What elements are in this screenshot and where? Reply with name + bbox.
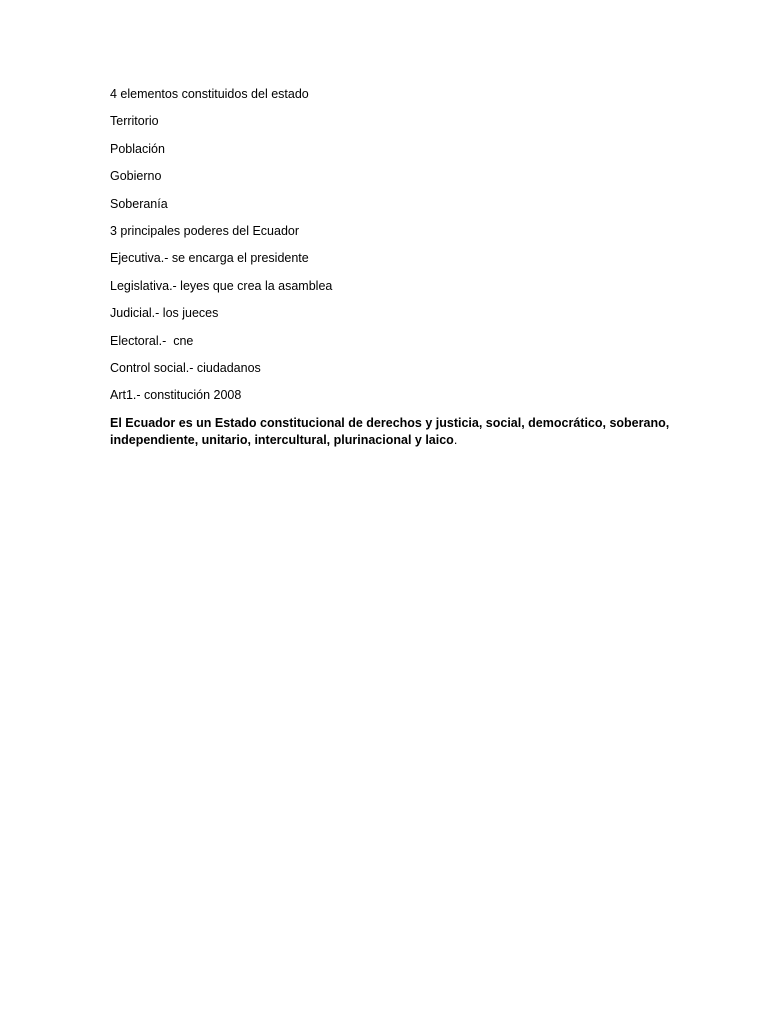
list-item-ejecutiva: Ejecutiva.- se encarga el presidente [110,251,309,266]
list-item-control-social: Control social.- ciudadanos [110,360,261,375]
article-heading: Art1.- constitución 2008 [110,388,242,403]
list-item-territorio: Territorio [110,114,159,129]
list-item-electoral: Electoral.- cne [110,333,194,348]
article-period: . [453,433,458,448]
list-item-poblacion: Población [110,141,165,156]
document-body [110,86,670,450]
article-bold-text: El Ecuador es un Estado constitucional de derechos y justicia, social, democrático, soberano, independiente, unitario, intercultural, plurinacional y laico [110,415,670,448]
list-item-legislativa: Legislativa.- leyes que crea la asamblea [110,278,333,293]
list-item-judicial: Judicial.- los jueces [110,306,219,321]
list-item-soberania: Soberanía [110,196,168,211]
list-item-gobierno: Gobierno [110,169,162,184]
heading-elements: 4 elementos constituidos del estado [110,87,309,101]
heading-powers: 3 principales poderes del Ecuador [110,223,300,238]
article-paragraph [110,415,670,450]
